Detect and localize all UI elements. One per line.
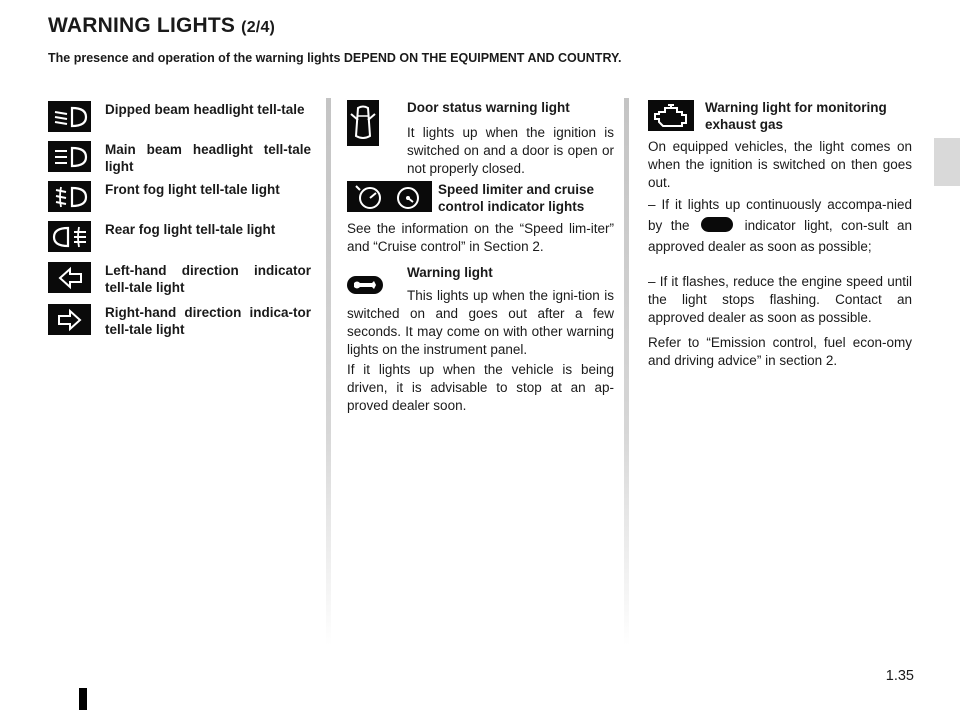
speed-limiter-title: Speed limiter and cruise control indicator lights [438, 182, 595, 214]
service-warning-title: Warning light [407, 265, 493, 280]
left-indicator-label: Left-hand direction indicator tell-tale light [105, 263, 311, 295]
front-fog-label: Front fog light tell-tale light [105, 182, 280, 197]
page-title-part: (2/4) [241, 19, 276, 36]
left-indicator-item [48, 262, 312, 298]
dipped-beam-item [48, 101, 312, 135]
exhaust-paragraph-2-after: indicator light, con-sult an approved dealer as soon as possible; [648, 218, 912, 254]
exhaust-paragraph-2 [648, 194, 912, 257]
main-beam-icon [48, 141, 91, 172]
inline-wrench-icon [701, 217, 733, 232]
page-number: 1.35 [885, 668, 914, 684]
right-indicator-item [48, 304, 312, 340]
column-divider-left [326, 98, 331, 646]
page-title-text: WARNING LIGHTS [48, 14, 236, 37]
dipped-beam-icon [48, 101, 91, 132]
rear-fog-label: Rear fog light tell-tale light [105, 222, 276, 237]
right-arrow-icon [48, 304, 91, 335]
service-warning-text1: This lights up when the igni-tion is switched on and goes out after a few seconds. It may come on with other warning lights on the instrument panel. [347, 288, 614, 357]
page-subtitle: The presence and operation of the warning lights DEPEND ON THE EQUIPMENT AND COUNTRY. [48, 51, 622, 65]
door-open-icon [347, 100, 379, 146]
dipped-beam-label: Dipped beam headlight tell-tale [105, 102, 305, 117]
speed-limiter-text: See the information on the “Speed lim-iter” and “Cruise control” in Section 2. [347, 221, 614, 254]
exhaust-paragraph-2-before: – If it lights up continuously accompa-nied by the [648, 197, 912, 233]
front-fog-item [48, 181, 312, 215]
engine-icon [648, 100, 694, 131]
rear-fog-icon [48, 221, 91, 252]
exhaust-paragraph-4: Refer to “Emission control, fuel econ-omy and driving advice” in section 2. [648, 335, 912, 368]
door-warning-title: Door status warning light [407, 100, 570, 115]
main-beam-item [48, 141, 312, 175]
right-indicator-label: Right-hand direction indica-tor tell-tale light [105, 305, 311, 337]
exhaust-paragraph-3: – If it flashes, reduce the engine speed until the light stops flashing. Contact an approved dealer as soon as possible. [648, 274, 912, 325]
exhaust-paragraph-1: On equipped vehicles, the light comes on when the ignition is switched on then goes out. [648, 139, 912, 190]
rear-fog-item [48, 221, 312, 255]
exhaust-warning-title: Warning light for monitoring exhaust gas [705, 100, 887, 132]
front-fog-icon [48, 181, 91, 212]
section-tab [934, 138, 960, 186]
main-beam-label: Main beam headlight tell-tale light [105, 142, 311, 174]
door-warning-text: It lights up when the ignition is switched on and a door is open or not properly closed. [407, 125, 614, 176]
service-warning-text2: If it lights up when the vehicle is being driven, it is advisable to stop at an ap-proved dealer soon. [347, 362, 614, 413]
corner-mark [79, 688, 87, 710]
column-divider-right [624, 98, 629, 646]
page-title [48, 14, 275, 38]
left-arrow-icon [48, 262, 91, 293]
speed-limiter-cruise-icon [347, 181, 432, 212]
